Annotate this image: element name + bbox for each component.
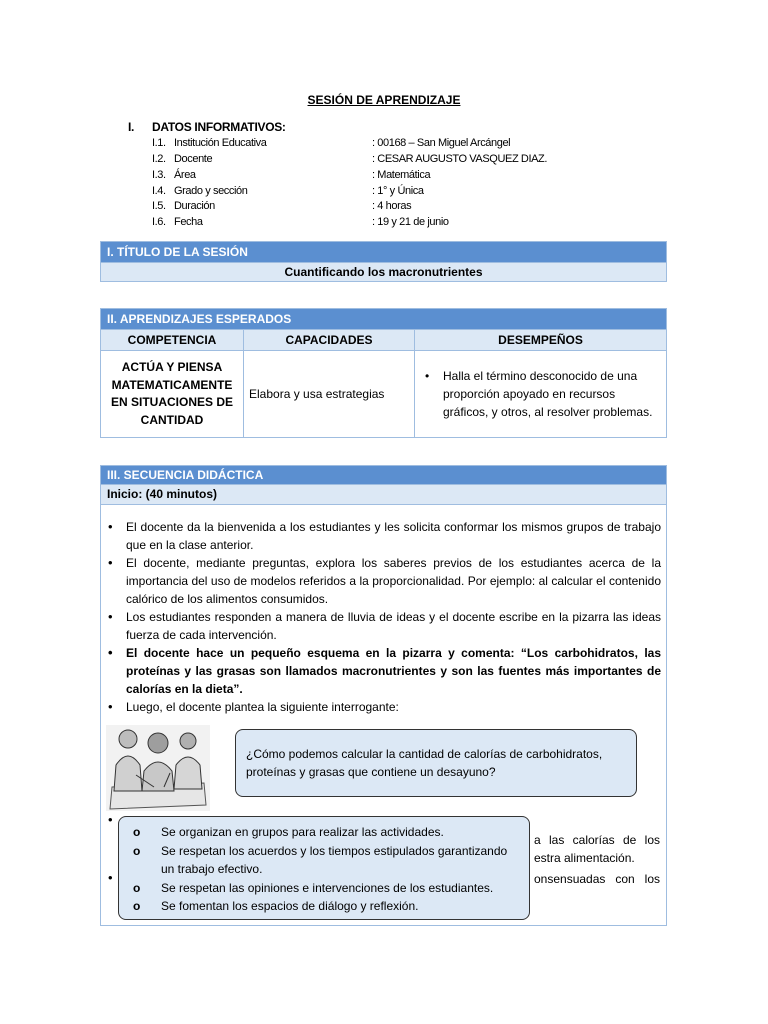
datos-row bbox=[152, 169, 196, 181]
bullet-icon: • bbox=[425, 369, 430, 383]
datos-row bbox=[152, 153, 212, 165]
datos-row bbox=[152, 137, 267, 149]
aprendizajes-section bbox=[100, 308, 667, 438]
page-title: SESIÓN DE APRENDIZAJE bbox=[307, 93, 461, 107]
norma-item: o Se fomentan los espacios de diálogo y reflexión. bbox=[131, 897, 523, 916]
col-competencia: COMPETENCIA bbox=[101, 330, 244, 351]
col-desempenos: DESEMPEÑOS bbox=[415, 330, 667, 351]
question-callout: ¿Cómo podemos calcular la cantidad de calorías de carbohidratos, proteínas y grasas que contiene un desayuno? bbox=[235, 729, 637, 797]
datos-row bbox=[152, 216, 203, 228]
aprendizajes-table bbox=[101, 329, 666, 437]
norma-item: o Se respetan los acuerdos y los tiempos estipulados garantizando un trabajo efectivo. bbox=[131, 842, 523, 879]
datos-row-label: Área bbox=[174, 169, 196, 181]
datos-row-num: I.2. bbox=[152, 153, 166, 165]
norma-item: o Se respetan las opiniones e intervenciones de los estudiantes. bbox=[131, 879, 523, 898]
titulo-heading: I. TÍTULO DE LA SESIÓN bbox=[101, 242, 666, 262]
datos-row-num: I.1. bbox=[152, 137, 166, 149]
datos-row-label: Grado y sección bbox=[174, 185, 248, 197]
list-item: • Luego, el docente plantea la siguiente interrogante: bbox=[106, 698, 661, 716]
hidden-text-line: a las calorías de los bbox=[534, 833, 660, 847]
datos-row-num: I.6. bbox=[152, 216, 166, 228]
datos-row-label: Institución Educativa bbox=[174, 137, 267, 149]
datos-row-num: I.4. bbox=[152, 185, 166, 197]
secuencia-heading: III. SECUENCIA DIDÁCTICA bbox=[101, 466, 666, 484]
inicio-bullets bbox=[106, 518, 661, 716]
titulo-section bbox=[100, 241, 667, 282]
datos-row-num: I.3. bbox=[152, 169, 166, 181]
datos-heading bbox=[128, 120, 286, 134]
list-item: • El docente da la bienvenida a los estudiantes y les solicita conformar los mismos grupos de trabajo que en la clase anterior. bbox=[106, 518, 661, 554]
datos-row-value: : CESAR AUGUSTO VASQUEZ DIAZ. bbox=[372, 153, 548, 165]
list-item: • El docente, mediante preguntas, explora los saberes previos de los estudiantes acerca de la importancia del uso de modelos referidos a la proporcionalidad. Por ejemplo: al calcular el contenido calórico de los alimentos consumidos. bbox=[106, 554, 661, 608]
inicio-heading: Inicio: (40 minutos) bbox=[101, 484, 666, 505]
datos-row bbox=[152, 185, 247, 197]
capacidad-cell: Elabora y usa estrategias bbox=[244, 351, 415, 438]
session-title-value: Cuantificando los macronutrientes bbox=[101, 262, 666, 281]
students-illustration bbox=[106, 725, 210, 811]
norma-item: o Se organizan en grupos para realizar las actividades. bbox=[131, 823, 523, 842]
desempeno-item bbox=[421, 367, 658, 421]
datos-row-label: Fecha bbox=[174, 216, 203, 228]
list-item: • Los estudiantes responden a manera de lluvia de ideas y el docente escribe en la pizarra las ideas fuerza de cada intervención. bbox=[106, 608, 661, 644]
bullet-icon: • bbox=[108, 812, 113, 827]
datos-row-label: Docente bbox=[174, 153, 213, 165]
datos-row-value: : 19 y 21 de junio bbox=[372, 216, 449, 228]
datos-row-value: : 1° y Única bbox=[372, 185, 424, 197]
datos-heading-label: DATOS INFORMATIVOS: bbox=[152, 120, 286, 134]
desempeno-cell bbox=[415, 351, 667, 438]
datos-row-num: I.5. bbox=[152, 200, 166, 212]
bullet-icon: • bbox=[108, 870, 113, 885]
competencia-cell: ACTÚA Y PIENSA MATEMATICAMENTE EN SITUACIONES DE CANTIDAD bbox=[101, 351, 244, 438]
datos-roman: I. bbox=[128, 120, 135, 134]
datos-row-value: : 00168 – San Miguel Arcángel bbox=[372, 137, 511, 149]
col-capacidades: CAPACIDADES bbox=[244, 330, 415, 351]
datos-row-value: : Matemática bbox=[372, 169, 431, 181]
aprendizajes-heading: II. APRENDIZAJES ESPERADOS bbox=[101, 309, 666, 329]
hidden-text-line: onsensuadas con los bbox=[534, 872, 660, 886]
normas-callout bbox=[118, 816, 530, 920]
desempeno-text: Halla el término desconocido de una proporción apoyado en recursos gráficos, y otros, al resolver problemas. bbox=[443, 369, 653, 419]
datos-row-label: Duración bbox=[174, 200, 215, 212]
hidden-text-line: estra alimentación. bbox=[534, 851, 635, 865]
datos-row bbox=[152, 200, 215, 212]
datos-row-value: : 4 horas bbox=[372, 200, 412, 212]
list-item: • El docente hace un pequeño esquema en la pizarra y comenta: “Los carbohidratos, las proteínas y las grasas son llamados macronutrientes y son las fuentes más importantes de calorías en la dieta”. bbox=[106, 644, 661, 698]
